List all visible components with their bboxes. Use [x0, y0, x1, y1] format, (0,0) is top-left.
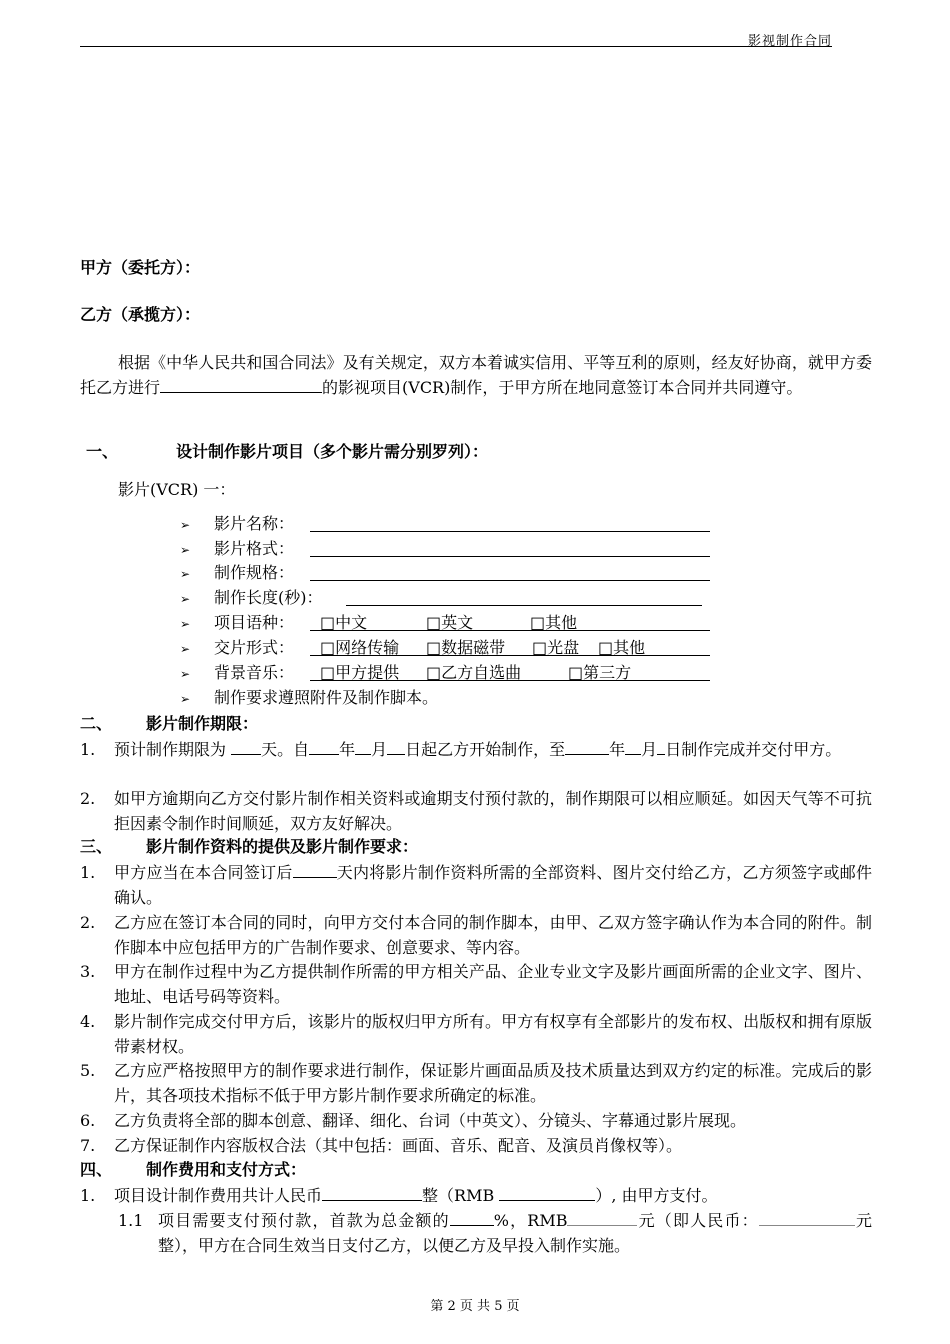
section-3-item-2 — [80, 910, 872, 960]
item-text: 乙方应在签订本合同的同时，向甲方交付本合同的制作脚本，由甲、乙双方签字确认作为本合同的附件。制作脚本中应包括甲方的广告制作要求、创意要求、等内容。 — [114, 913, 872, 957]
item-text: 影片制作完成交付甲方后，该影片的版权归甲方所有。甲方有权享有全部影片的发布权、出版权和拥有原版带素材权。 — [114, 1012, 872, 1056]
text: 天内将影片制作资料所需的全部资料、图片交付给乙方，乙方须签字或邮件确认。 — [114, 863, 872, 907]
text: 元整），甲方在合同生效当日支付乙方，以便乙方及早投入制作实施。 — [158, 1211, 872, 1255]
arrow-bullet-icon: ➢ — [180, 518, 191, 532]
bullet-production-length: ➢ 制作长度(秒)： — [180, 586, 720, 611]
item-number: 3. — [80, 962, 96, 981]
arrow-bullet-icon: ➢ — [180, 592, 191, 606]
text: 日制作完成并交付甲方。 — [665, 740, 842, 759]
text: 天。自 — [261, 740, 310, 759]
text: 年 — [339, 740, 356, 759]
section-3-heading — [80, 835, 418, 859]
section-3-item-3 — [80, 959, 872, 1009]
section-1-number: 一、 — [86, 442, 119, 461]
section-4-subitem-1-1 — [118, 1208, 872, 1258]
text: 月 — [371, 740, 388, 759]
item-number: 1. — [80, 740, 96, 759]
section-3-title: 影片制作资料的提供及影片制作要求： — [146, 837, 419, 856]
film-format-blank[interactable] — [310, 537, 710, 557]
section-2-heading — [80, 712, 258, 736]
arrow-bullet-icon: ➢ — [180, 692, 191, 706]
party-a-label: 甲方（委托方）： — [80, 258, 201, 277]
section-4-item-1 — [80, 1183, 872, 1208]
start-day-blank[interactable] — [387, 737, 405, 755]
text: 项目需要支付预付款，首款为总金额的 — [158, 1211, 450, 1230]
header-rule — [80, 46, 832, 47]
production-length-blank[interactable] — [346, 586, 702, 606]
lang-option-chinese[interactable]: □中文 — [320, 613, 368, 632]
item-text: 甲方在制作过程中为乙方提供制作所需的甲方相关产品、企业专业文字及影片画面所需的企业文字、图片、地址、电话号码等资料。 — [114, 962, 872, 1006]
section-3-item-7 — [80, 1133, 872, 1158]
text: 月 — [641, 740, 658, 759]
bullet-language: ➢ 项目语种： □中文 □英文 □其他 — [180, 611, 720, 636]
lang-option-other[interactable]: □其他 — [530, 613, 578, 632]
section-1-heading — [86, 440, 488, 464]
party-b-label: 乙方（承揽方）： — [80, 305, 201, 324]
lang-option-english[interactable]: □英文 — [426, 613, 474, 632]
section-2-item-1 — [80, 737, 872, 762]
end-day-blank[interactable] — [657, 737, 665, 755]
section-3-item-4 — [80, 1009, 872, 1059]
item-number: 1. — [80, 863, 96, 882]
prepay-cny-blank-cont[interactable] — [839, 1208, 855, 1226]
text: ）, 由甲方支付。 — [595, 1186, 718, 1205]
bullet-production-spec: ➢ 制作规格： — [180, 561, 720, 586]
text: 甲方应当在本合同签订后 — [114, 863, 293, 882]
text: 元（即人民币： — [637, 1211, 759, 1230]
item-number: 6. — [80, 1111, 96, 1130]
bullet-delivery: ➢ 交片形式： □网络传输 □数据磁带 □光盘 □其他 — [180, 636, 720, 661]
intro-text-2: 的影视项目(VCR)制作，于甲方所在地同意签订本合同并共同遵守。 — [322, 378, 803, 397]
bullet-film-name: ➢ 影片名称： — [180, 512, 720, 537]
section-4-heading — [80, 1158, 306, 1182]
item-text: 乙方负责将全部的脚本创意、翻译、细化、台词（中英文）、分镜头、字幕通过影片展现。 — [114, 1111, 747, 1130]
music-option-party-b[interactable]: □乙方自选曲 — [426, 663, 522, 682]
running-header: 影视制作合同 — [747, 34, 832, 49]
total-fee-cny-blank[interactable] — [322, 1183, 422, 1201]
prepay-rmb-blank[interactable] — [567, 1208, 637, 1226]
section-2-title: 影片制作期限： — [146, 714, 259, 733]
item-text: 乙方应严格按照甲方的制作要求进行制作，保证影片画面品质及技术质量达到双方约定的标准。完成后的影片，其各项技术指标不低于甲方影片制作要求所确定的标准。 — [114, 1061, 872, 1105]
item-number: 2. — [80, 913, 96, 932]
intro-paragraph — [80, 350, 872, 400]
text: 年 — [609, 740, 626, 759]
bullet-music: ➢ 背景音乐： □甲方提供 □乙方自选曲 □第三方 — [180, 661, 720, 686]
prepay-percent-blank[interactable] — [450, 1208, 494, 1226]
page-number: 第 2 页 共 5 页 — [430, 1299, 520, 1314]
item-number: 7. — [80, 1136, 96, 1155]
film-name-blank[interactable] — [310, 512, 710, 532]
start-year-blank[interactable] — [309, 737, 339, 755]
arrow-bullet-icon: ➢ — [180, 617, 191, 631]
prepay-cny-blank[interactable] — [759, 1208, 839, 1226]
end-year-blank[interactable] — [565, 737, 609, 755]
total-fee-rmb-blank[interactable] — [499, 1183, 595, 1201]
text: 整（RMB — [422, 1186, 495, 1205]
materials-days-blank[interactable] — [293, 860, 337, 878]
vcr-label: 影片(VCR) 一： — [118, 480, 236, 499]
end-month-blank[interactable] — [625, 737, 641, 755]
days-blank[interactable] — [231, 737, 261, 755]
section-2-item-2 — [80, 786, 872, 836]
arrow-bullet-icon: ➢ — [180, 667, 191, 681]
item-number: 5. — [80, 1061, 96, 1080]
section-3-item-1 — [80, 860, 872, 910]
delivery-option-tape[interactable]: □数据磁带 — [426, 638, 506, 657]
arrow-bullet-icon: ➢ — [180, 567, 191, 581]
item-text: 乙方保证制作内容版权合法（其中包括：画面、音乐、配音、及演员肖像权等）。 — [114, 1136, 683, 1155]
arrow-bullet-icon: ➢ — [180, 543, 191, 557]
project-name-blank[interactable] — [160, 375, 322, 393]
item-number: 1.1 — [118, 1211, 144, 1230]
item-number: 2. — [80, 789, 96, 808]
text: 日起乙方开始制作，至 — [405, 740, 566, 759]
item-number: 4. — [80, 1012, 96, 1031]
section-4-title: 制作费用和支付方式： — [146, 1160, 307, 1179]
language-underline — [310, 611, 710, 631]
section-4-number: 四、 — [80, 1160, 113, 1179]
section-1-title: 设计制作影片项目（多个影片需分别罗列）： — [176, 442, 489, 461]
start-month-blank[interactable] — [355, 737, 371, 755]
bullet-film-format: ➢ 影片格式： — [180, 537, 720, 562]
delivery-option-disc[interactable]: □光盘 — [532, 638, 580, 657]
music-option-party-a[interactable]: □甲方提供 — [320, 663, 400, 682]
production-spec-blank[interactable] — [310, 561, 710, 581]
delivery-option-other[interactable]: □其他 — [598, 638, 646, 657]
section-3-number: 三、 — [80, 837, 113, 856]
section-2-number: 二、 — [80, 714, 113, 733]
arrow-bullet-icon: ➢ — [180, 642, 191, 656]
item-text: 如甲方逾期向乙方交付影片制作相关资料或逾期支付预付款的，制作期限可以相应顺延。如因天气等不可抗拒因素令制作时间顺延，双方友好解决。 — [114, 789, 872, 833]
section-3-item-5 — [80, 1058, 872, 1108]
music-option-third-party[interactable]: □第三方 — [568, 663, 632, 682]
section-3-item-6 — [80, 1108, 872, 1133]
bullet-requirements: ➢ 制作要求遵照附件及制作脚本。 — [180, 686, 720, 711]
intro-text-1: 根据《中华人民共和国合同法》及有关规定，双方本着诚实信用、平等互利的原则，经友好协商，就甲方委托乙方进行 — [80, 353, 872, 397]
text: 项目设计制作费用共计人民币 — [114, 1186, 323, 1205]
delivery-option-network[interactable]: □网络传输 — [320, 638, 400, 657]
item-number: 1. — [80, 1186, 96, 1205]
text: %，RMB — [493, 1211, 568, 1230]
text: 预计制作期限为 — [114, 740, 232, 759]
